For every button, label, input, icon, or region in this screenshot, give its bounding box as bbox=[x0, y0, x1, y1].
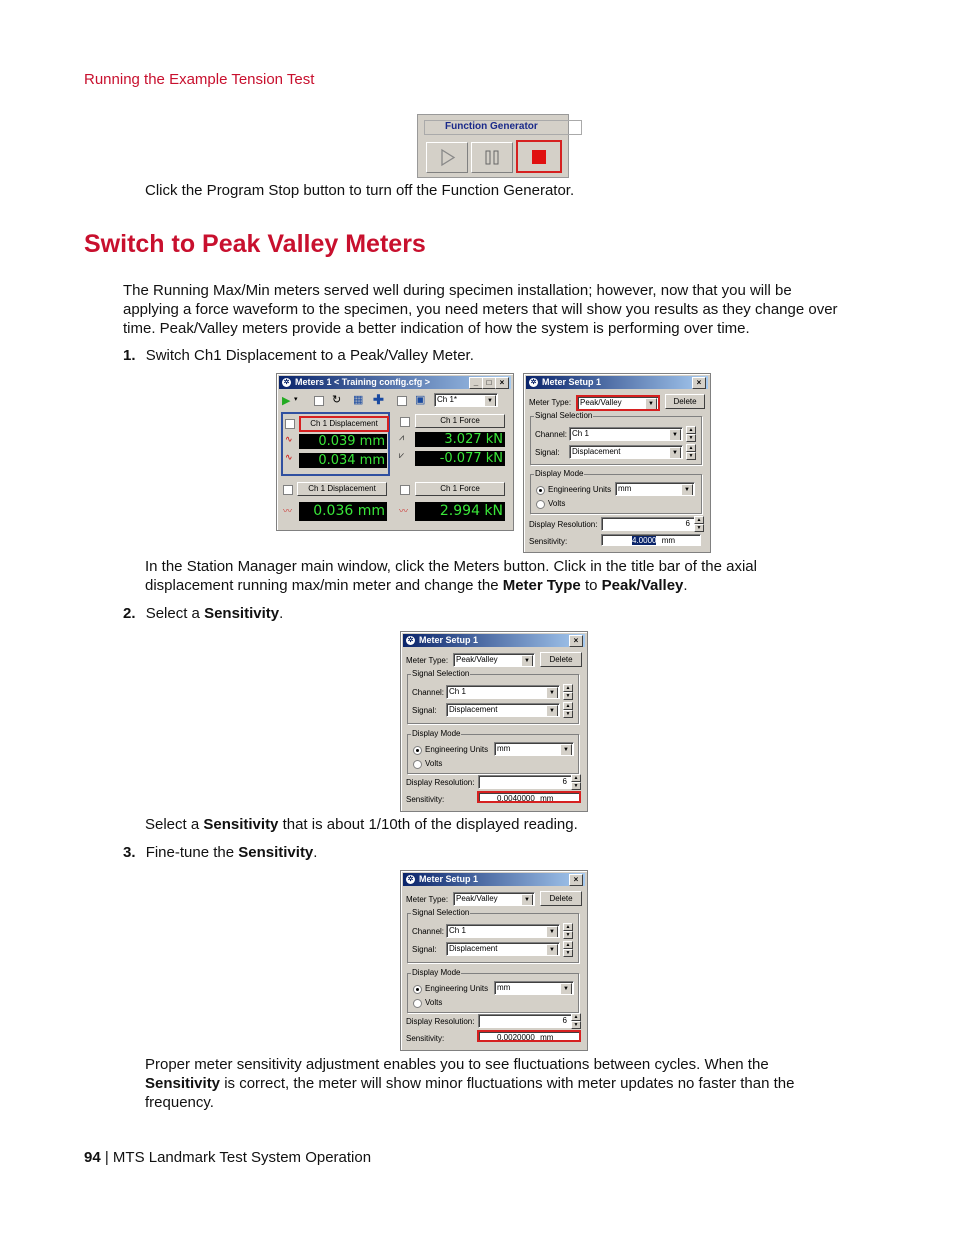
channel-spinner[interactable]: ▲ ▼ bbox=[563, 684, 573, 698]
step-text: Select a bbox=[145, 605, 205, 622]
sensitivity-unit: mm bbox=[661, 536, 676, 545]
layout-icon[interactable]: ▦ bbox=[353, 394, 364, 406]
channel-select[interactable] bbox=[446, 924, 560, 938]
step3-note bbox=[145, 1055, 845, 1112]
channel-select[interactable] bbox=[569, 427, 683, 441]
meter-select-checkbox[interactable] bbox=[397, 396, 407, 406]
page-footer bbox=[84, 1149, 371, 1166]
dialog-title: Meter Setup 1 bbox=[542, 377, 602, 387]
meter-type-value: Peak/Valley bbox=[456, 655, 498, 664]
engineering-units-radio[interactable] bbox=[413, 746, 422, 755]
step0-text: Click the Program Stop button to turn off the Function Generator. bbox=[145, 182, 575, 199]
volts-label: Volts bbox=[548, 499, 566, 508]
group-label: Display Mode bbox=[535, 469, 584, 478]
display-mode-group bbox=[530, 469, 702, 514]
close-button[interactable]: × bbox=[569, 635, 583, 647]
step-bold: Sensitivity bbox=[204, 605, 280, 622]
channel-spinner[interactable]: ▲ ▼ bbox=[563, 923, 573, 937]
note-bold: Sensitivity bbox=[203, 816, 279, 833]
meter-type-select[interactable] bbox=[453, 653, 535, 667]
signal-label: Signal: bbox=[412, 945, 437, 954]
running-head: Running the Example Tension Test bbox=[84, 71, 315, 88]
volts-radio[interactable] bbox=[536, 500, 545, 509]
valley-wave-icon: ⩗ bbox=[399, 450, 405, 460]
step-3 bbox=[123, 843, 317, 862]
chevron-down-icon[interactable]: ▼ bbox=[484, 395, 496, 407]
step-number: 3. bbox=[123, 844, 136, 861]
sensitivity-value: 0.0040000 bbox=[497, 794, 535, 803]
delete-button[interactable]: Delete bbox=[540, 891, 582, 906]
play-icon bbox=[427, 143, 467, 172]
units-select[interactable] bbox=[494, 742, 574, 756]
meters-window bbox=[276, 373, 514, 531]
meter-lower-value: -0.077 kN bbox=[415, 451, 505, 466]
meter-ch1-force-maxmin[interactable] bbox=[395, 412, 508, 476]
note-text: is correct, the meter will show minor fluctuations with meter updates no faster than the frequency. bbox=[145, 1075, 795, 1111]
engineering-units-radio[interactable] bbox=[536, 486, 545, 495]
engineering-units-radio[interactable] bbox=[413, 985, 422, 994]
meter-value: 0.036 mm bbox=[299, 502, 387, 521]
app-icon: ✲ bbox=[407, 637, 414, 644]
meter-title-bar[interactable]: Ch 1 Force bbox=[415, 482, 505, 496]
step-2 bbox=[123, 604, 283, 623]
step2-note bbox=[145, 815, 578, 834]
resolution-label: Display Resolution: bbox=[406, 778, 475, 787]
meter-type-label: Meter Type: bbox=[406, 656, 449, 665]
reset-icon[interactable]: ↻ bbox=[332, 394, 342, 406]
add-meter-icon[interactable]: ✚ bbox=[373, 392, 384, 407]
note-text: In the Station Manager main window, click the Meters button. Click in the title bar of the axial displacement running max/min meter and change the bbox=[145, 558, 757, 594]
signal-label: Signal: bbox=[535, 448, 560, 457]
display-mode-group bbox=[407, 729, 579, 774]
channel-label: Channel: bbox=[412, 927, 445, 936]
engineering-units-label: Engineering Units bbox=[425, 984, 489, 993]
meter-type-select[interactable] bbox=[453, 892, 535, 906]
units-value: mm bbox=[497, 744, 511, 753]
dialog-titlebar[interactable] bbox=[403, 873, 585, 886]
units-value: mm bbox=[497, 983, 511, 992]
chevron-down-icon[interactable]: ▼ bbox=[521, 655, 533, 667]
chevron-down-icon[interactable]: ▼ bbox=[681, 484, 693, 496]
group-label: Display Mode bbox=[412, 968, 461, 977]
dialog-titlebar[interactable] bbox=[526, 376, 708, 389]
resolution-spinner[interactable]: ▲ ▼ bbox=[571, 774, 581, 788]
units-select[interactable] bbox=[615, 482, 695, 496]
meter-checkbox[interactable] bbox=[283, 485, 293, 495]
resolution-input[interactable]: 6 bbox=[478, 1014, 572, 1028]
units-select[interactable] bbox=[494, 981, 574, 995]
delete-button[interactable]: Delete bbox=[665, 394, 705, 409]
meter-setup-dialog-3 bbox=[400, 870, 588, 1051]
channel-label: Channel: bbox=[535, 430, 568, 439]
signal-selection-group bbox=[530, 411, 702, 465]
meter-setup-dialog-2 bbox=[400, 631, 588, 812]
note-text: . bbox=[683, 577, 688, 594]
sensitivity-value: 4.0000 bbox=[632, 536, 657, 545]
channel-value: Ch 1 bbox=[572, 429, 589, 438]
sensitivity-input[interactable] bbox=[601, 534, 701, 546]
meter-checkbox[interactable] bbox=[285, 419, 295, 429]
meter-value: 2.994 kN bbox=[415, 502, 505, 521]
resolution-spinner[interactable]: ▲ ▼ bbox=[571, 1013, 581, 1027]
note-text: Proper meter sensitivity adjustment enables you to see fluctuations between cycles. When the bbox=[145, 1056, 769, 1073]
wave-icon: 〰 bbox=[283, 506, 293, 516]
close-button[interactable]: × bbox=[569, 874, 583, 886]
sensitivity-value: 0.0020000 bbox=[497, 1033, 535, 1042]
meter-ch1-displacement-maxmin[interactable] bbox=[281, 412, 390, 476]
step-number: 1. bbox=[123, 347, 136, 364]
max-wave-icon: ∿ bbox=[285, 434, 293, 444]
step1-note bbox=[145, 557, 835, 595]
volts-radio[interactable] bbox=[413, 760, 422, 769]
note-bold: Sensitivity bbox=[145, 1075, 221, 1092]
hold-button[interactable] bbox=[471, 142, 513, 173]
dropdown-icon[interactable]: ▾ bbox=[294, 396, 298, 403]
signal-select[interactable] bbox=[569, 445, 683, 459]
step-text: Fine-tune the bbox=[145, 844, 239, 861]
channel-value: Ch 1 bbox=[449, 687, 466, 696]
note-text: to bbox=[580, 577, 602, 594]
volts-radio[interactable] bbox=[413, 999, 422, 1008]
units-value: mm bbox=[618, 484, 632, 493]
sensitivity-label: Sensitivity: bbox=[406, 1034, 445, 1043]
chevron-down-icon[interactable]: ▼ bbox=[546, 926, 558, 938]
signal-spinner[interactable]: ▲ ▼ bbox=[563, 941, 573, 955]
play-button[interactable] bbox=[426, 142, 468, 173]
engineering-units-label: Engineering Units bbox=[548, 485, 612, 494]
note-text: Select a bbox=[145, 816, 204, 833]
signal-selection-group bbox=[407, 669, 579, 724]
program-stop-button[interactable] bbox=[516, 140, 562, 173]
meter-type-select[interactable] bbox=[576, 395, 660, 411]
footer-separator: | bbox=[100, 1149, 113, 1166]
group-label: Display Mode bbox=[412, 729, 461, 738]
signal-select[interactable] bbox=[446, 703, 560, 717]
channel-select[interactable] bbox=[434, 393, 498, 407]
channel-spinner[interactable]: ▲ ▼ bbox=[686, 426, 696, 440]
meter-lower-value: 0.034 mm bbox=[299, 453, 387, 468]
note-text: that is about 1/10th of the displayed reading. bbox=[278, 816, 578, 833]
meter-ch1-force[interactable] bbox=[395, 480, 508, 526]
dialog-title: Meter Setup 1 bbox=[419, 874, 479, 884]
maximize-button[interactable]: □ bbox=[482, 377, 496, 389]
resolution-input[interactable]: 6 bbox=[601, 517, 695, 531]
chevron-down-icon[interactable]: ▼ bbox=[546, 705, 558, 717]
step-text: . bbox=[279, 605, 284, 622]
meter-type-label: Meter Type: bbox=[529, 398, 572, 407]
chevron-down-icon[interactable]: ▼ bbox=[546, 687, 558, 699]
sensitivity-input[interactable] bbox=[477, 1030, 581, 1042]
minimize-button[interactable]: _ bbox=[469, 377, 483, 389]
meters-toolbar bbox=[280, 392, 508, 408]
close-button[interactable]: × bbox=[692, 377, 706, 389]
signal-selection-group bbox=[407, 908, 579, 963]
signal-spinner[interactable]: ▲ ▼ bbox=[563, 702, 573, 716]
note-bold: Peak/Valley bbox=[601, 577, 684, 594]
step-number: 2. bbox=[123, 605, 136, 622]
page-number: 94 bbox=[84, 1149, 101, 1166]
chevron-down-icon[interactable]: ▼ bbox=[521, 894, 533, 906]
signal-value: Displacement bbox=[449, 944, 498, 953]
signal-label: Signal: bbox=[412, 706, 437, 715]
group-label: Signal Selection bbox=[412, 669, 470, 678]
step-text: Switch Ch1 Displacement to a Peak/Valley Meter. bbox=[145, 347, 474, 364]
toolbar-checkbox[interactable] bbox=[314, 396, 324, 406]
meter-select-icon[interactable]: ▣ bbox=[415, 394, 426, 406]
group-label: Signal Selection bbox=[412, 908, 470, 917]
channel-label: Channel: bbox=[412, 688, 445, 697]
chevron-down-icon[interactable]: ▼ bbox=[669, 447, 681, 459]
meter-type-value: Peak/Valley bbox=[456, 894, 498, 903]
engineering-units-label: Engineering Units bbox=[425, 745, 489, 754]
sensitivity-unit: mm bbox=[540, 794, 554, 803]
start-icon[interactable]: ▶ bbox=[282, 395, 291, 407]
function-generator-title: Function Generator bbox=[424, 120, 582, 135]
pause-icon bbox=[472, 143, 512, 172]
signal-value: Displacement bbox=[572, 447, 621, 456]
meter-checkbox[interactable] bbox=[400, 485, 410, 495]
section-title: Switch to Peak Valley Meters bbox=[84, 230, 426, 258]
min-wave-icon: ∿ bbox=[285, 452, 293, 462]
intro-paragraph: The Running Max/Min meters served well during specimen installation; however, now that you will be applying a force waveform to the specimen, you need meters that will show you results as they change over time. Peak/Valley meters provide a better indication of how the system is performing over time. bbox=[123, 282, 838, 337]
chevron-down-icon[interactable]: ▼ bbox=[546, 944, 558, 956]
meter-upper-value: 3.027 kN bbox=[415, 432, 505, 447]
meters-titlebar[interactable] bbox=[279, 376, 511, 389]
meter-title-bar[interactable]: Ch 1 Displacement bbox=[297, 482, 387, 496]
meter-type-label: Meter Type: bbox=[406, 895, 449, 904]
note-bold: Meter Type bbox=[502, 577, 581, 594]
chevron-down-icon[interactable]: ▼ bbox=[645, 398, 657, 410]
step-1 bbox=[123, 346, 474, 365]
sensitivity-label: Sensitivity: bbox=[529, 537, 568, 546]
meter-title-bar[interactable]: Ch 1 Displacement bbox=[299, 416, 389, 432]
app-icon: ✲ bbox=[530, 379, 537, 386]
app-icon: ✲ bbox=[407, 876, 414, 883]
delete-button[interactable]: Delete bbox=[540, 652, 582, 667]
peak-wave-icon: ⩘ bbox=[399, 432, 405, 442]
function-generator-panel bbox=[417, 114, 569, 178]
meter-type-value: Peak/Valley bbox=[580, 398, 622, 407]
sensitivity-unit: mm bbox=[540, 1033, 554, 1042]
signal-spinner[interactable]: ▲ ▼ bbox=[686, 444, 696, 458]
stop-icon bbox=[518, 142, 560, 171]
channel-select[interactable] bbox=[446, 685, 560, 699]
wave-icon: 〰 bbox=[399, 506, 409, 516]
app-icon: ✲ bbox=[283, 379, 290, 386]
sensitivity-input[interactable] bbox=[477, 791, 581, 803]
meter-ch1-displacement[interactable] bbox=[281, 480, 390, 526]
meters-window-title: Meters 1 < Training config.cfg > bbox=[295, 377, 431, 387]
channel-select-value: Ch 1* bbox=[437, 395, 458, 404]
dialog-titlebar[interactable] bbox=[403, 634, 585, 647]
resolution-label: Display Resolution: bbox=[529, 520, 598, 529]
signal-value: Displacement bbox=[449, 705, 498, 714]
signal-select[interactable] bbox=[446, 942, 560, 956]
display-mode-group bbox=[407, 968, 579, 1013]
chevron-down-icon[interactable]: ▼ bbox=[560, 983, 572, 995]
step-bold: Sensitivity bbox=[238, 844, 314, 861]
volts-label: Volts bbox=[425, 998, 443, 1007]
resolution-input[interactable]: 6 bbox=[478, 775, 572, 789]
meter-setup-dialog-1 bbox=[523, 373, 711, 553]
channel-value: Ch 1 bbox=[449, 926, 466, 935]
group-label: Signal Selection bbox=[535, 411, 593, 420]
resolution-label: Display Resolution: bbox=[406, 1017, 475, 1026]
volts-label: Volts bbox=[425, 759, 443, 768]
meter-title-bar[interactable]: Ch 1 Force bbox=[415, 414, 505, 428]
step-text: . bbox=[313, 844, 318, 861]
dialog-title: Meter Setup 1 bbox=[419, 635, 479, 645]
sensitivity-label: Sensitivity: bbox=[406, 795, 445, 804]
meter-upper-value: 0.039 mm bbox=[299, 434, 387, 449]
close-button[interactable]: × bbox=[495, 377, 509, 389]
chevron-down-icon[interactable]: ▼ bbox=[669, 429, 681, 441]
meter-checkbox[interactable] bbox=[400, 417, 410, 427]
resolution-spinner[interactable]: ▲ ▼ bbox=[694, 516, 704, 530]
footer-title: MTS Landmark Test System Operation bbox=[112, 1149, 372, 1166]
chevron-down-icon[interactable]: ▼ bbox=[560, 744, 572, 756]
